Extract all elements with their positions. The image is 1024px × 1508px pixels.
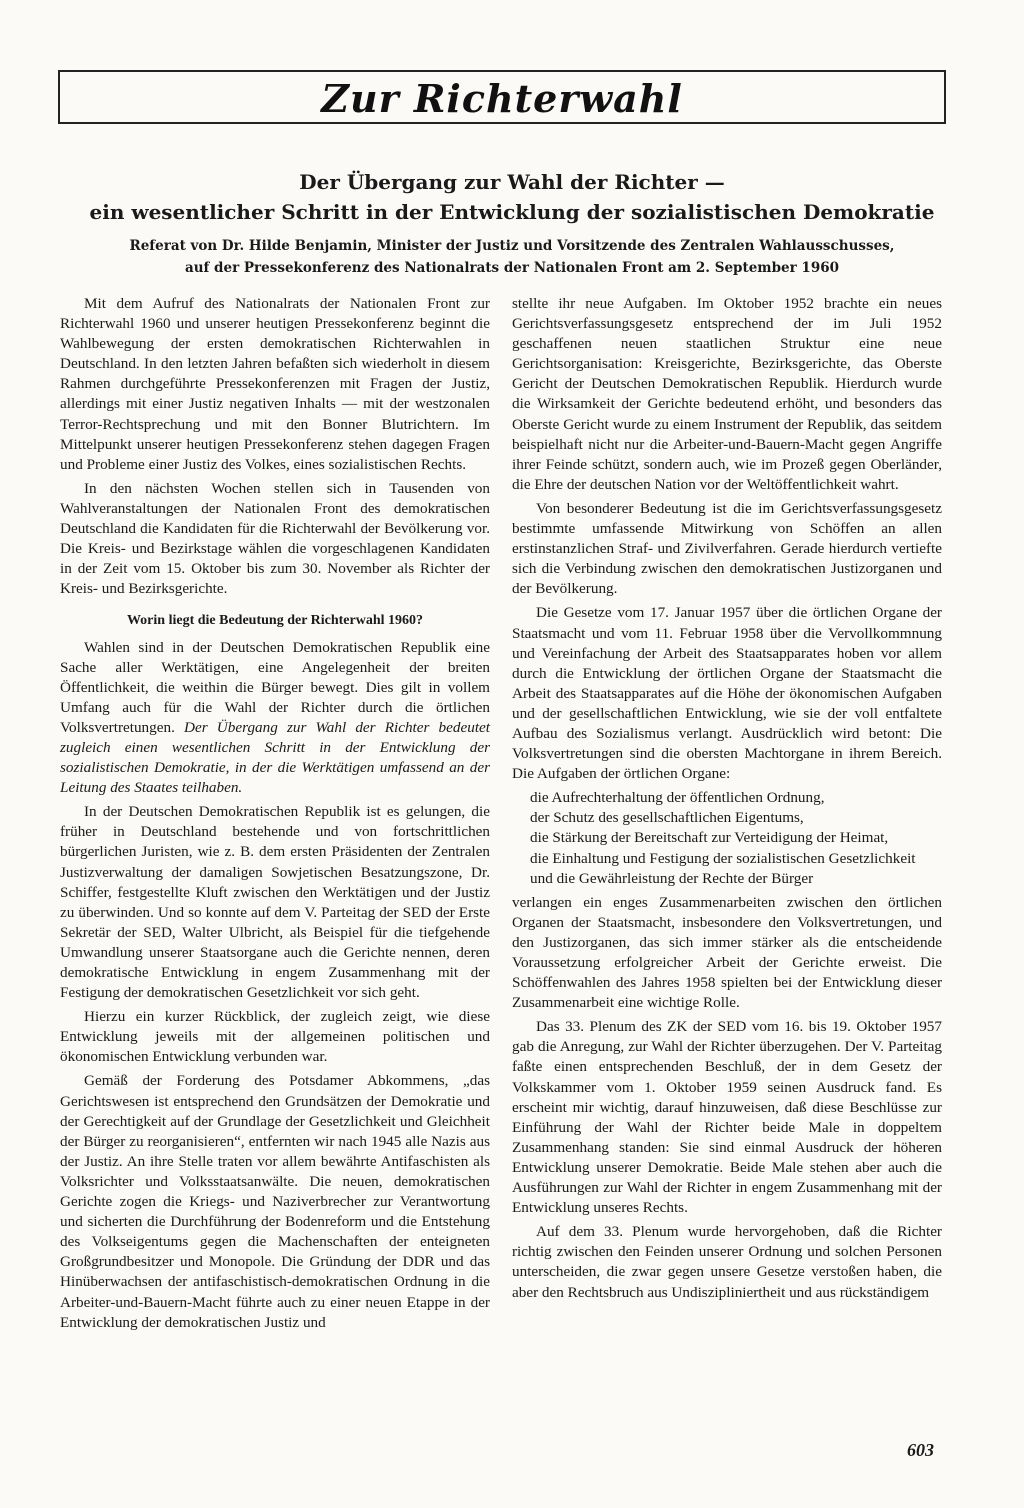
paragraph: Von besonderer Bedeutung ist die im Gerichtsverfassungsgesetz bestimmte umfassende Mitwirkung von Schöffen an allen erstinstanzlichen Straf- und Zivilverfahren. Gerade hierdurch vertiefte sich die Verbindung zwischen den demokratischen Justizorganen und der Bevölkerung. [512,499,942,598]
banner-title: Zur Richterwahl [321,76,683,121]
byline-line-1: Referat von Dr. Hilde Benjamin, Minister der Justiz und Vorsitzende des Zentralen Wahlausschusses, [129,238,895,254]
paragraph: Die Gesetze vom 17. Januar 1957 über die örtlichen Organe der Staatsmacht und vom 11. Februar 1958 über die Vervollkommnung und Vereinfachung der Arbeit des Staatsapparates hoben vor allem durch die Entwicklung der örtlichen Organe der Staatsmacht die Arbeit des Staatsapparates auf die Höhe der ökonomischen Aufgaben und der gesellschaftlichen Entwicklung, wie sie der voll entfaltete Aufbau des Sozialismus verlangt. Ausdrücklich wird betont: Die Volksvertretungen sind die obersten Machtorgane in ihrem Bereich. Die Aufgaben der örtlichen Organe: [512,604,942,783]
paragraph: Das 33. Plenum des ZK der SED vom 16. bis 19. Oktober 1957 gab die Anregung, zur Wahl der Richter überzugehen. Der V. Parteitag faßte einen entsprechenden Beschluß, der in dem Gesetz der Volkskammer vom 1. Oktober 1959 seinen Ausdruck fand. Es erscheint mir wichtig, darauf hinzuweisen, daß diese Beschlüsse zur Einführung der Wahl der Richter beide Male in doppeltem Zusammenhang standen: Sie sind einmal Ausdruck der höheren Entwicklung unserer Demokratie. Beide Male stehen aber auch die Ausführungen zur Wahl der Richter in engem Zusammenhang mit der Entwicklung unseres Rechts. [512,1018,942,1217]
section-heading: Worin liegt die Bedeutung der Richterwahl 1960? [126,613,424,629]
left-column [60,294,490,1337]
paragraph [60,638,490,799]
task-list [512,788,942,888]
paragraph-text: Wahlen sind in der Deutschen Demokratischen Republik eine Sache aller Werktätigen, eine Angelegenheit der breiten Öffentlichkeit, die weithin die Bürger bewegt. Dies gilt in vollem Umfang auch für die Wahl der Richter durch die örtlichen Volksvertretungen. [60,638,490,736]
paragraph: Gemäß der Forderung des Potsdamer Abkommens, „das Gerichtswesen ist entsprechend den Grundsätzen der Demokratie und der Gerechtigkeit auf der Grundlage der Gesetzlichkeit und Gleichheit der Bürger zu reorganisieren“, entfernten wir nach 1945 alle Nazis aus der Justiz. An ihre Stelle traten vor allem bewährte Antifaschisten als Volksrichter und Volksstaatsanwälte. Die neuen, demokratischen Gerichte zogen die Kriegs- und Naziverbrecher zur Verantwortung und sicherten die Durchführung der Bodenreform und die Entstehung des Volkseigentums gegen die Machenschaften der enteigneten Großgrundbesitzer und Monopole. Die Gründung der DDR und das Hinüberwachsen der antifaschistisch-demokratischen Ordnung in die Arbeiter-und-Bauern-Macht führte auch zu einer neuen Etappe in der Entwicklung der demokratischen Justiz und [60,1072,490,1331]
page-number: 603 [907,1440,934,1460]
byline-line-2: auf der Pressekonferenz des Nationalrats der Nationalen Front am 2. September 1960 [184,260,839,276]
paragraph: stellte ihr neue Aufgaben. Im Oktober 1952 brachte ein neues Gerichtsverfassungsgesetz entsprechend der im Juli 1952 geschaffenen neuen staatlichen Struktur eine neue Gerichtsorganisation: Kreisgerichte, Bezirksgerichte, das Oberste Gericht der Deutschen Demokratischen Republik. Hierdurch wurde die Wirksamkeit der Gerichte bedeutend erhöht, und besonders das Oberste Gericht wurde zu einem Instrument der Republik, das seitdem beispielhaft nicht nur die Arbeiter-und-Bauern-Macht gegen Angriffe ihrer Feinde schützt, sondern auch, wie im Prozeß gegen Oberländer, die Ehre der deutschen Nation vor der Weltöffentlichkeit wahrt. [512,295,942,493]
headline-line-1: Der Übergang zur Wahl der Richter — [299,170,725,194]
list-item: die Aufrechterhaltung der öffentlichen Ordnung, [530,789,825,807]
emphasized-text: Der Übergang zur Wahl der Richter bedeutet zugleich einen wesentlichen Schritt in der Entwicklung der sozialistischen Demokratie, in der die Werktätigen umfassend an der Leitung des Staates teilhaben. [60,718,490,797]
paragraph: Hierzu ein kurzer Rückblick, der zugleich zeigt, wie diese Entwicklung jeweils mit der allgemeinen politischen und ökonomischen Entwicklung verbunden war. [60,1008,490,1066]
title-banner [58,70,946,124]
paragraph: In der Deutschen Demokratischen Republik ist es gelungen, die früher in Deutschland bestehende und von fortschrittlichen bürgerlichen Juristen, wie z. B. dem ersten Präsidenten der Zentralen Justizverwaltung der damaligen Sowjetischen Besatzungszone, Dr. Schiffer, festgestellte Kluft zwischen den Werktätigen und der Justiz zu überwinden. Und so konnte auf dem V. Parteitag der SED der Erste Sekretär der SED, Walter Ulbricht, als Beispiel für die tiefgehende Umwandlung unserer Staatsorgane auch die Gerichte nennen, deren demokratische Entwicklung in engem Zusammenhang mit der Festigung der demokratischen Gesetzlichkeit vor sich geht. [60,803,490,1002]
paragraph: In den nächsten Wochen stellen sich in Tausenden von Wahlveranstaltungen der Nationalen Front des demokratischen Deutschland die Kandidaten für die Richterwahl der Bevölkerung vor. Die Kreis- und Bezirkstage wählen die vorgeschlagenen Kandidaten in der Zeit vom 15. Oktober bis zum 30. November als Richter der Kreis- und Bezirksgerichte. [60,479,490,598]
paragraph: verlangen ein enges Zusammenarbeiten zwischen den örtlichen Organen der Staatsmacht, insbesondere den Volksvertretungen, und den Justizorganen, das sich immer stärker als die entscheidende Voraussetzung erfolgreicher Arbeit der Gerichte erweist. Die Schöffenwahlen des Jahres 1958 spielten bei der Entwicklung dieser Zusammenarbeit eine wichtige Rolle. [512,893,942,1012]
list-item: die Stärkung der Bereitschaft zur Verteidigung der Heimat, [530,829,889,847]
list-item: die Einhaltung und Festigung der sozialistischen Gesetzlichkeit und die Gewährleistung der Rechte der Bürger [530,849,916,887]
right-column [512,294,942,1307]
paragraph: Auf dem 33. Plenum wurde hervorgehoben, daß die Richter richtig zwischen den Feinden unserer Ordnung und solchen Personen unterscheiden, die zwar gegen unsere Gesetze verstoßen haben, die aber den Rechtsbruch aus Undiszipliniertheit und aus rückständigem [512,1223,942,1301]
list-item: der Schutz des gesellschaftlichen Eigentums, [530,809,804,827]
paragraph: Mit dem Aufruf des Nationalrats der Nationalen Front zur Richterwahl 1960 und unserer heutigen Pressekonferenz beginnt die Wahlbewegung der ersten demokratischen Richterwahlen in Deutschland. In den letzten Jahren befaßten sich wiederholt in diesem Rahmen durchgeführte Pressekonferenzen mit Fragen der Justiz, allerdings mit einer Justiz negativen Inhalts — mit der westzonalen Terror-Rechtsprechung und mit den Bonner Blutrichtern. Im Mittelpunkt unserer heutigen Pressekonferenz stehen dagegen Fragen und Probleme einer Justiz des Volkes, eines sozialistischen Rechts. [60,295,490,473]
headline-line-2: ein wesentlicher Schritt in der Entwicklung der sozialistischen Demokratie [89,200,935,224]
